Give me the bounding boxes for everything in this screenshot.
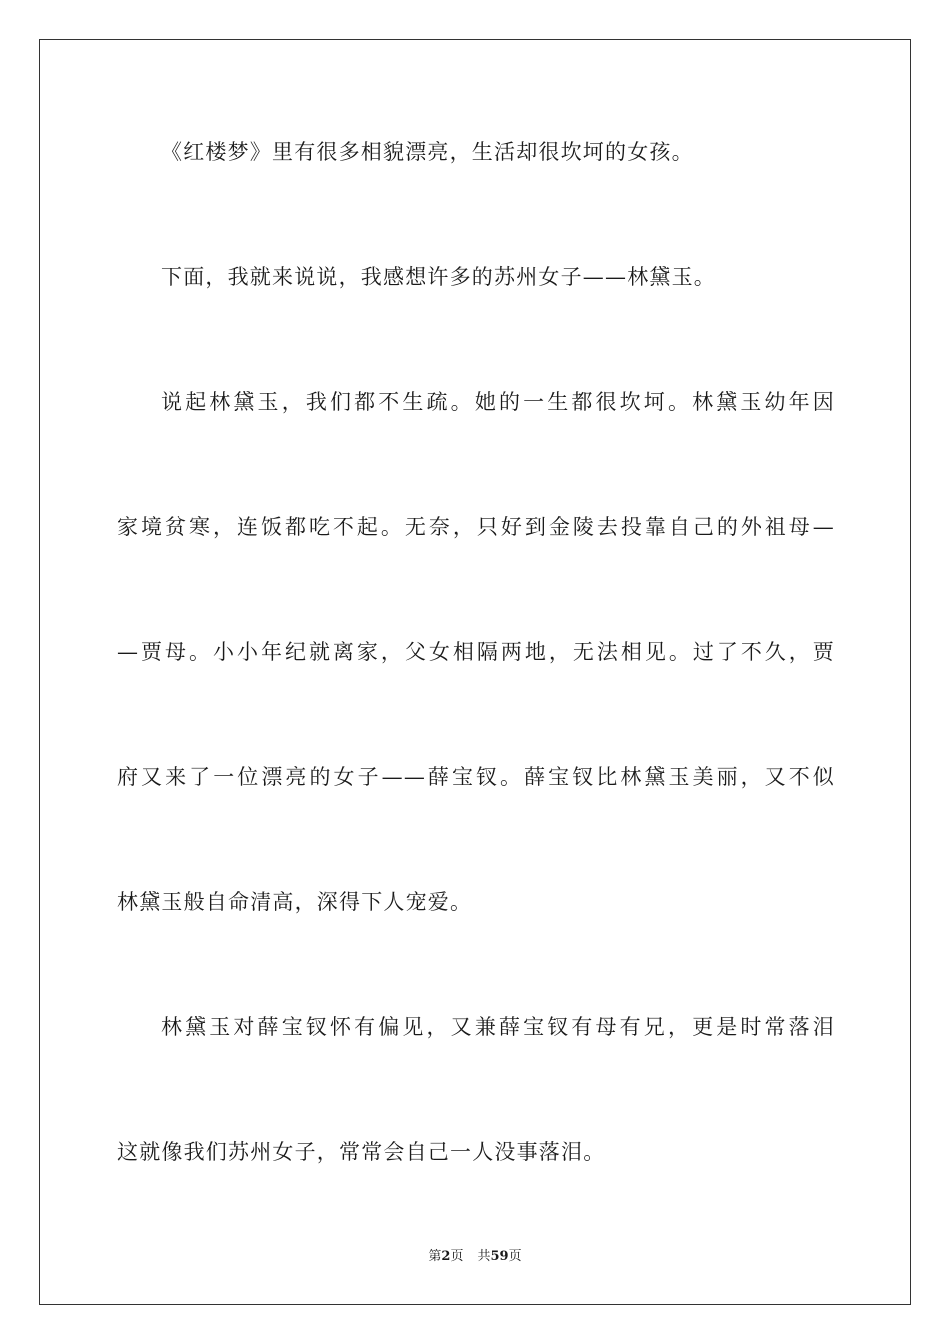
page-prefix: 第 <box>428 1249 442 1264</box>
paragraph-line-2: 下面，我就来说说，我感想许多的苏州女子——林黛玉。 <box>161 265 716 289</box>
total-suffix: 页 <box>508 1249 522 1264</box>
paragraph-line-7: 林黛玉般自命清高，深得下人宠爱。 <box>117 890 473 914</box>
total-prefix: 共 <box>477 1249 491 1264</box>
paragraph-line-8: 林黛玉对薛宝钗怀有偏见，又兼薛宝钗有母有兄，更是时常落泪 <box>161 1015 835 1039</box>
total-pages: 59 <box>490 1249 509 1264</box>
page-suffix: 页 <box>450 1249 464 1264</box>
page-border <box>39 39 911 1305</box>
paragraph-line-1: 《红楼梦》里有很多相貌漂亮，生活却很坎坷的女孩。 <box>161 140 694 164</box>
paragraph-line-6: 府又来了一位漂亮的女子——薛宝钗。薛宝钗比林黛玉美丽，又不似 <box>117 765 835 789</box>
page-number: 2 <box>441 1249 451 1264</box>
paragraph-line-4: 家境贫寒，连饭都吃不起。无奈，只好到金陵去投靠自己的外祖母— <box>117 515 835 539</box>
page-footer <box>0 1249 950 1265</box>
paragraph-line-9: 这就像我们苏州女子，常常会自己一人没事落泪。 <box>117 1140 606 1164</box>
paragraph-line-5: —贾母。小小年纪就离家，父女相隔两地，无法相见。过了不久，贾 <box>117 640 835 664</box>
paragraph-line-3: 说起林黛玉，我们都不生疏。她的一生都很坎坷。林黛玉幼年因 <box>161 390 835 414</box>
